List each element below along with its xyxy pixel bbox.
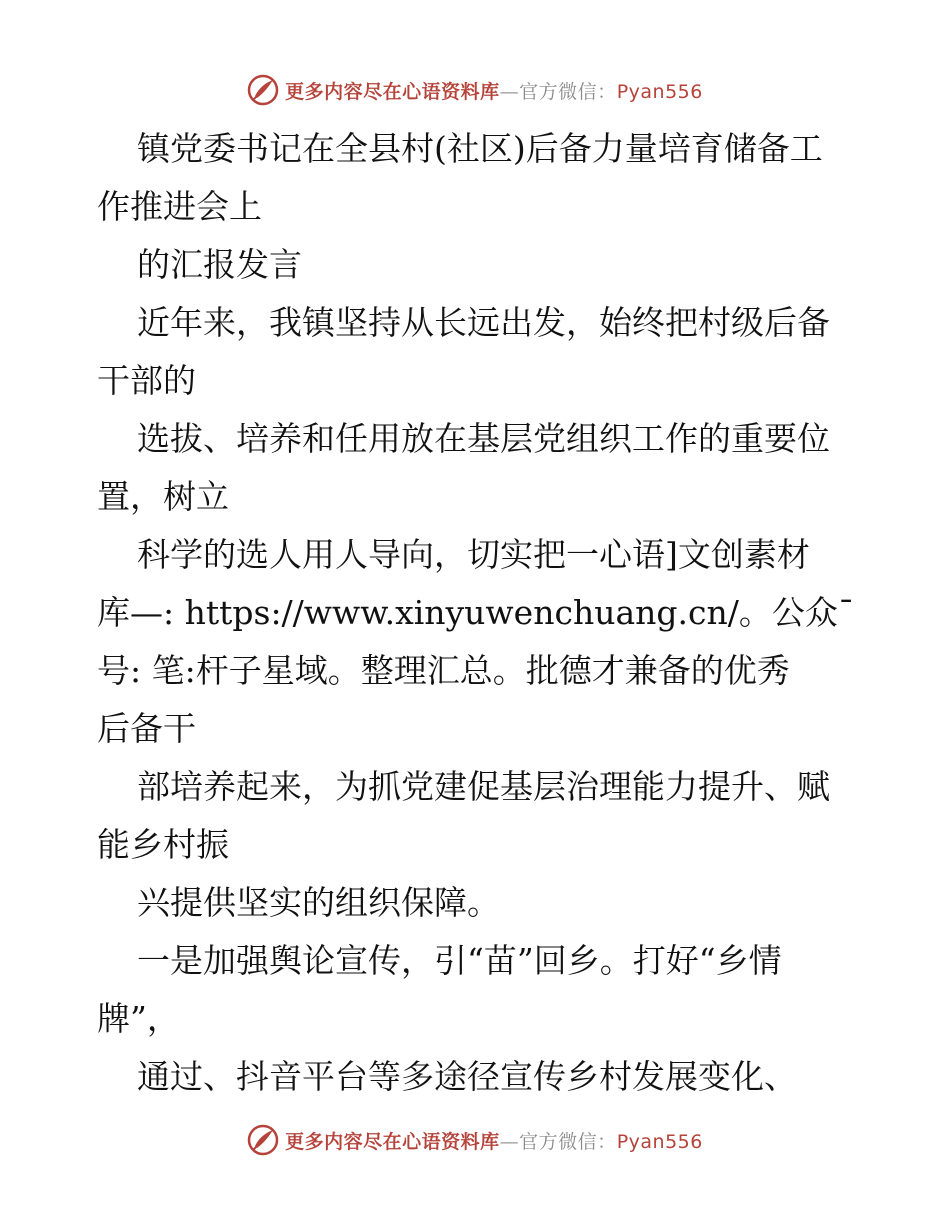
text-line bbox=[97, 700, 857, 758]
line-text: 能乡村振 bbox=[97, 825, 229, 864]
line-text: 库—: https://www.xinyuwenchuang.cn/。公众¯ bbox=[97, 593, 855, 632]
line-text: 号: 笔:杆子星域。整理汇总。批德才兼备的优秀 bbox=[97, 651, 790, 690]
text-line bbox=[97, 642, 857, 700]
watermark-text: 更多内容尽在心语资料库—官方微信：Pyan556 bbox=[285, 1130, 703, 1153]
text-line bbox=[97, 352, 857, 410]
line-text: 作推进会上 bbox=[97, 187, 262, 226]
text-line bbox=[97, 1048, 857, 1106]
line-text: 科学的选人用人导向，切实把一心语]文创素材 bbox=[137, 535, 810, 574]
watermark-text: 更多内容尽在心语资料库—官方微信：Pyan556 bbox=[285, 80, 703, 103]
line-text: 镇党委书记在全县村(社区)后备力量培育储备工 bbox=[137, 129, 823, 168]
text-line bbox=[97, 758, 857, 816]
document-body bbox=[97, 120, 857, 1106]
text-line bbox=[97, 526, 857, 584]
text-line bbox=[97, 816, 857, 874]
text-line bbox=[97, 932, 857, 990]
text-line bbox=[97, 410, 857, 468]
feather-pen-logo-icon bbox=[247, 74, 279, 106]
text-line bbox=[97, 468, 857, 526]
text-line bbox=[97, 294, 857, 352]
line-text: 选拔、培养和任用放在基层党组织工作的重要位 bbox=[137, 419, 830, 458]
line-text: 干部的 bbox=[97, 361, 196, 400]
header-watermark bbox=[0, 70, 950, 110]
text-line bbox=[97, 236, 857, 294]
text-line bbox=[97, 584, 857, 642]
line-text: 部培养起来，为抓党建促基层治理能力提升、赋 bbox=[137, 767, 830, 806]
line-text: 一是加强舆论宣传，引“苗”回乡。打好“乡情 bbox=[137, 941, 782, 980]
text-line bbox=[97, 990, 857, 1048]
feather-pen-logo-icon bbox=[247, 1124, 279, 1156]
line-text: 通过、抖音平台等多途径宣传乡村发展变化、 bbox=[137, 1057, 797, 1096]
line-text: 后备干 bbox=[97, 709, 196, 748]
line-text: 置，树立 bbox=[97, 477, 229, 516]
text-line bbox=[97, 120, 857, 178]
text-line bbox=[97, 178, 857, 236]
text-line bbox=[97, 874, 857, 932]
footer-watermark bbox=[0, 1120, 950, 1160]
line-text: 近年来，我镇坚持从长远出发，始终把村级后备 bbox=[137, 303, 830, 342]
line-text: 兴提供坚实的组织保障。 bbox=[137, 883, 500, 922]
line-text: 牌”， bbox=[97, 999, 180, 1038]
line-text: 的汇报发言 bbox=[137, 245, 302, 284]
